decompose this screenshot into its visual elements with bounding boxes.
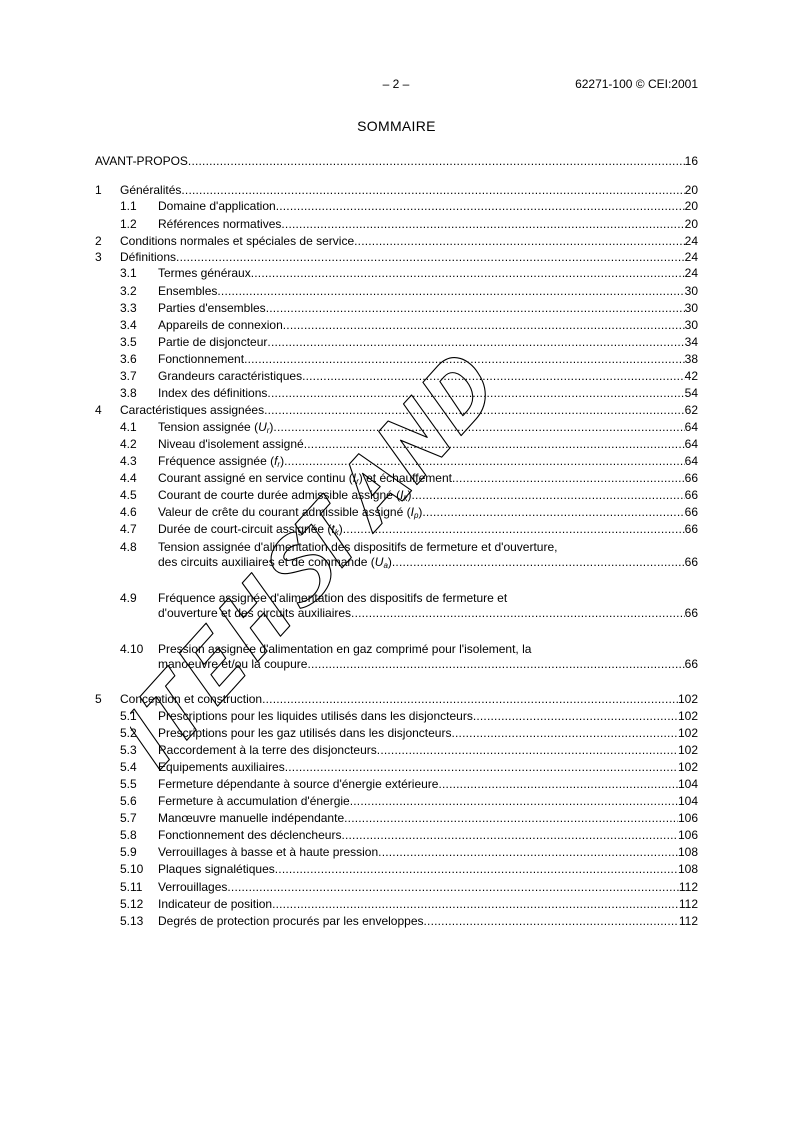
toc-entry-title-text: des circuits auxiliaires et de commande ( <box>158 555 375 570</box>
toc-entry-page: 66 <box>684 505 698 520</box>
toc-entry-page: 30 <box>684 317 698 332</box>
toc-entry <box>95 487 698 504</box>
dot-leader <box>392 555 685 574</box>
dot-leader <box>354 233 685 249</box>
toc-entry-title-text: Durée de court-circuit assignée ( <box>158 522 332 537</box>
toc-entry-title <box>158 436 304 453</box>
symbol-subscript: r <box>266 425 270 435</box>
toc-entry <box>95 453 698 470</box>
toc-entry <box>95 402 698 418</box>
toc-entry-title-text: Termes généraux <box>158 266 251 281</box>
toc-entry-title-text: Conditions normales et spéciales de service <box>120 233 355 248</box>
toc-entry <box>95 504 698 521</box>
toc-entry-title-text: Verrouillages à basse et à haute pression <box>158 845 379 860</box>
toc-entry-title-text: manoeuvre et/ou la coupure <box>158 657 308 672</box>
toc-entry-number: 2 <box>95 233 102 248</box>
toc-entry-title-text: Partie de disjoncteur <box>158 334 268 349</box>
symbol: U <box>374 555 384 570</box>
toc-entry-number: 5.1 <box>120 708 137 723</box>
toc-entry-page: 20 <box>684 199 698 214</box>
toc-entry-number: 4.7 <box>120 522 137 537</box>
toc-entry-number: 5 <box>95 692 102 707</box>
toc-entry-page: 34 <box>684 334 698 349</box>
toc-entry <box>95 436 698 453</box>
toc-entry-title <box>158 368 302 385</box>
toc-entry-page: 112 <box>678 879 698 894</box>
toc-entry-page: 108 <box>677 862 698 877</box>
toc-entry-title-text: Domaine d'application <box>158 199 276 214</box>
toc-entry <box>95 385 698 402</box>
toc-entry <box>95 896 698 913</box>
toc-entry <box>95 708 698 725</box>
page-header <box>0 77 793 93</box>
toc-entry-title-text: Indicateur de position <box>158 896 273 911</box>
toc-entry-number: 3.5 <box>120 334 137 349</box>
toc-entry-title-suffix: ) <box>418 505 423 520</box>
toc-entry-number: 4 <box>95 403 102 418</box>
toc-entry-title-text: Degrés de protection procurés par les enveloppes <box>158 913 424 928</box>
dot-leader <box>264 402 685 418</box>
dot-leader <box>424 913 679 930</box>
dot-leader <box>275 861 678 878</box>
toc-entry-title-text: Conception et construction <box>120 692 263 707</box>
toc-entry-title-text: Fonctionnement <box>158 351 245 366</box>
toc-entry-title <box>158 198 276 215</box>
toc-entry-number: 3.4 <box>120 317 137 332</box>
toc-entry-number: 5.6 <box>120 794 137 809</box>
dot-leader <box>227 879 678 896</box>
toc-entry-number: 4.5 <box>120 487 137 502</box>
toc-entry-number: 1.2 <box>120 216 137 231</box>
toc-entry-page: 20 <box>684 183 698 198</box>
toc-entry-title <box>120 691 262 707</box>
toc-entry-page: 24 <box>684 266 698 281</box>
toc-entry <box>95 759 698 776</box>
toc-entry-page: 24 <box>684 250 698 265</box>
dot-leader <box>272 896 679 913</box>
dot-leader <box>262 691 678 707</box>
toc-entry-page: 106 <box>677 811 698 826</box>
toc-entry-title <box>158 657 307 672</box>
toc-entry-number: 3.6 <box>120 351 137 366</box>
toc-entry-title-suffix: ) et échauffement <box>358 470 452 485</box>
toc-entry-title <box>158 861 275 878</box>
toc-entry <box>95 538 698 589</box>
toc-entry-title <box>158 265 251 282</box>
toc-entry-number: 4.1 <box>120 419 137 434</box>
toc-entry-number: 5.8 <box>120 828 137 843</box>
toc-entry-number: 1.1 <box>120 199 137 214</box>
toc-entry-number: 4.4 <box>120 470 137 485</box>
toc-entry-page: 66 <box>684 657 698 672</box>
toc-entry-title-suffix: ) <box>407 487 412 502</box>
dot-leader <box>217 283 684 300</box>
toc-entry-title-suffix: ) <box>269 419 274 434</box>
toc-entry-page: 66 <box>684 555 698 570</box>
toc-entry <box>95 844 698 861</box>
toc-entry-page: 104 <box>677 794 698 809</box>
symbol-subscript: r <box>356 476 359 486</box>
toc-entry-number: 3.3 <box>120 300 137 315</box>
toc-entry-title <box>158 793 350 810</box>
toc-entry <box>95 317 698 334</box>
toc-entry <box>95 265 698 282</box>
toc-entry-page: 106 <box>677 828 698 843</box>
dot-leader <box>377 742 678 759</box>
toc-entry-title <box>158 351 244 368</box>
toc-entry <box>95 182 698 198</box>
toc-entry-title-text: Fréquence assignée ( <box>158 453 275 468</box>
toc-entry <box>95 198 698 215</box>
toc-entry-title <box>158 725 451 742</box>
toc-entry <box>95 233 698 249</box>
toc-entry-page: 66 <box>684 522 698 537</box>
toc-entry-title-text: Verrouillages <box>158 879 228 894</box>
toc-entry-title <box>158 334 267 351</box>
toc-entry-number: 5.2 <box>120 725 137 740</box>
dot-leader <box>344 810 678 827</box>
toc-entry-title-text: Valeur de crête du courant admissible assigné ( <box>158 505 411 520</box>
toc-entry-page: 108 <box>677 845 698 860</box>
dot-leader <box>351 606 685 621</box>
toc-entry-title-text: Plaques signalétiques <box>158 862 275 877</box>
toc-entry-title <box>158 810 344 827</box>
toc-entry-title-text: Raccordement à la terre des disjoncteurs <box>158 742 377 757</box>
page-title: SOMMAIRE <box>357 118 436 134</box>
dot-leader <box>473 708 678 725</box>
toc-entry-title <box>158 385 267 402</box>
dot-leader <box>267 385 684 402</box>
toc-entry-number: 5.12 <box>120 896 144 911</box>
toc-entry-number: 3.2 <box>120 283 137 298</box>
document-reference: 62271-100 © CEI:2001 <box>575 77 698 91</box>
dot-leader <box>244 351 685 368</box>
toc-entry-number: 5.9 <box>120 845 137 860</box>
toc-entry-title-text: Généralités <box>120 183 182 198</box>
toc-entry-number: 4.8 <box>120 540 137 555</box>
toc-entry <box>95 470 698 487</box>
toc-entry-page: 102 <box>677 708 698 723</box>
toc-entry-title <box>158 844 378 861</box>
dot-leader <box>283 317 685 334</box>
toc-entry <box>95 861 698 878</box>
toc-entry <box>95 793 698 810</box>
toc-entry-page: 20 <box>684 216 698 231</box>
toc-entry-number: 3 <box>95 250 102 265</box>
toc-entry-number: 4.2 <box>120 436 137 451</box>
toc-entry-page: 62 <box>684 403 698 418</box>
toc-entry-title-line1: Tension assignée d'alimentation des dispositifs de fermeture et d'ouverture, <box>158 540 558 555</box>
symbol-subscript: k <box>334 528 339 538</box>
toc-entry-number: 3.8 <box>120 386 137 401</box>
toc-entry-title-text: Index des définitions <box>158 386 268 401</box>
toc-entry-page: 102 <box>677 692 698 707</box>
toc-entry-page: 42 <box>684 369 698 384</box>
toc-entry <box>95 300 698 317</box>
toc-entry-number: 3.1 <box>120 266 137 281</box>
dot-leader <box>350 793 678 810</box>
dot-leader <box>188 153 685 170</box>
dot-leader <box>451 725 677 742</box>
toc-entry <box>95 913 698 930</box>
toc-entry-title <box>158 216 281 233</box>
toc-entry-title-text: Grandeurs caractéristiques <box>158 369 303 384</box>
toc-entry-number: 4.6 <box>120 505 137 520</box>
toc-entry-number: 5.4 <box>120 759 137 774</box>
toc-entry-title-text: Fermeture dépendante à source d'énergie extérieure <box>158 777 439 792</box>
toc-entry <box>95 216 698 233</box>
toc-entry-page: 30 <box>684 283 698 298</box>
toc-entry-number: 1 <box>95 183 102 198</box>
toc-entry-title <box>120 402 264 418</box>
toc-entry <box>95 691 698 707</box>
toc-entry-title-text: Courant assigné en service continu ( <box>158 470 353 485</box>
toc-entry <box>95 742 698 759</box>
toc-entry-title-text: Prescriptions pour les gaz utilisés dans les disjoncteurs <box>158 725 452 740</box>
toc-entry-title-suffix: ) <box>280 453 285 468</box>
toc-entry-title <box>120 233 354 249</box>
symbol-subscript: r <box>277 459 281 469</box>
toc-entry-title-text: Caractéristiques assignées <box>120 403 265 418</box>
dot-leader <box>341 827 678 844</box>
toc-entry <box>95 879 698 896</box>
toc-entry <box>95 589 698 640</box>
toc-entry-title-text: AVANT-PROPOS <box>95 154 188 168</box>
toc-entry-number: 4.9 <box>120 591 137 606</box>
toc-entry-title-text: Références normatives <box>158 216 282 231</box>
toc-entry-title <box>158 827 341 844</box>
dot-leader <box>267 334 684 351</box>
toc-entry-title-suffix: ) <box>387 555 392 570</box>
dot-leader <box>276 198 685 215</box>
toc-entry-title <box>158 776 438 793</box>
toc-entry <box>95 640 698 691</box>
toc-entry-title-text: Parties d'ensembles <box>158 300 266 315</box>
toc-entry-number: 4.10 <box>120 642 144 657</box>
toc-entry-title-text: Prescriptions pour les liquides utilisés dans les disjoncteurs <box>158 708 473 723</box>
toc-entry-title <box>158 759 285 776</box>
toc-entry <box>95 810 698 827</box>
symbol: I <box>400 487 404 502</box>
toc-entry-page: 66 <box>684 606 698 621</box>
toc-entry-title <box>120 182 181 198</box>
toc-entry-page: 66 <box>684 487 698 502</box>
toc-entry <box>95 368 698 385</box>
symbol-subscript: k <box>403 493 408 503</box>
toc-entry-title <box>158 283 217 300</box>
toc-entry-page: 112 <box>678 913 698 928</box>
toc-entry-title-text: Fonctionnement des déclencheurs <box>158 828 342 843</box>
toc-entry-title-line1: Fréquence assignée d'alimentation des dispositifs de fermeture et <box>158 591 508 606</box>
page-number: – 2 – <box>382 77 410 91</box>
toc-entry-page: 64 <box>684 453 698 468</box>
toc-entry-title-text: d'ouverture et des circuits auxiliaires <box>158 606 352 621</box>
toc-entry <box>95 153 698 170</box>
toc-entry-page: 30 <box>684 300 698 315</box>
toc-entry-title <box>158 708 473 725</box>
toc-entry <box>95 334 698 351</box>
dot-leader <box>251 265 685 282</box>
symbol: U <box>258 419 267 434</box>
toc-entry-title <box>120 249 176 265</box>
toc-entry-page: 102 <box>677 742 698 757</box>
toc-entry-page: 64 <box>684 436 698 451</box>
dot-leader <box>181 182 684 198</box>
dot-leader <box>307 657 684 672</box>
toc-entry-page: 66 <box>684 470 698 485</box>
dot-leader <box>176 249 685 265</box>
toc-entry-title-suffix: ) <box>338 522 343 537</box>
toc-entry-page: 54 <box>684 386 698 401</box>
toc-entry-number: 3.7 <box>120 369 137 384</box>
dot-leader <box>378 844 678 861</box>
toc-entry-title <box>158 913 424 930</box>
toc-entry-number: 5.10 <box>120 862 144 877</box>
toc-entry <box>95 283 698 300</box>
dot-leader <box>304 436 685 453</box>
toc-entry-number: 5.13 <box>120 913 144 928</box>
toc-entry-page: 38 <box>684 351 698 366</box>
dot-leader <box>302 368 685 385</box>
toc-entry-page: 102 <box>677 759 698 774</box>
toc-entry-title <box>95 153 188 170</box>
toc-entry-title-text: Equipements auxiliaires <box>158 759 285 774</box>
toc-entry-title-text: Fermeture à accumulation d'énergie <box>158 794 350 809</box>
table-of-contents <box>95 153 698 930</box>
dot-leader <box>438 776 678 793</box>
toc-entry <box>95 776 698 793</box>
symbol-subscript: a <box>383 561 388 571</box>
toc-entry-title <box>158 555 392 574</box>
toc-entry <box>95 827 698 844</box>
toc-entry-page: 16 <box>684 154 698 168</box>
toc-entry-title <box>158 606 351 621</box>
toc-entry-page: 64 <box>684 419 698 434</box>
toc-entry-number: 5.11 <box>120 879 143 894</box>
dot-leader <box>266 300 685 317</box>
toc-entry-number: 5.7 <box>120 811 137 826</box>
toc-entry-title-text: Niveau d'isolement assigné <box>158 436 304 451</box>
toc-entry-title-text: Manœuvre manuelle indépendante <box>158 811 345 826</box>
toc-entry-page: 24 <box>684 233 698 248</box>
dot-leader <box>281 216 684 233</box>
toc-entry-title <box>158 896 272 913</box>
toc-entry-title <box>158 742 377 759</box>
symbol: t <box>331 522 335 537</box>
toc-entry-title-text: Ensembles <box>158 283 218 298</box>
toc-entry-title <box>158 300 266 317</box>
toc-entry-number: 5.3 <box>120 742 137 757</box>
toc-entry-title-text: Courant de courte durée admissible assigné ( <box>158 487 401 502</box>
toc-entry-title-text: Définitions <box>120 250 177 265</box>
toc-entry-title <box>158 317 283 334</box>
symbol: f <box>274 453 278 468</box>
toc-entry-page: 102 <box>677 725 698 740</box>
toc-entry <box>95 351 698 368</box>
dot-leader <box>285 759 678 776</box>
toc-entry <box>95 725 698 742</box>
toc-entry-page: 112 <box>678 896 698 911</box>
toc-entry <box>95 249 698 265</box>
toc-entry-title <box>158 879 227 896</box>
symbol-subscript: p <box>413 511 419 521</box>
toc-entry-title-line1: Pression assignée d'alimentation en gaz comprimé pour l'isolement, la <box>158 642 532 657</box>
toc-entry-title-text: Appareils de connexion <box>158 317 283 332</box>
toc-entry-title-text: Tension assignée ( <box>158 419 259 434</box>
symbol: I <box>352 470 357 485</box>
toc-entry-page: 104 <box>677 777 698 792</box>
toc-entry <box>95 419 698 436</box>
symbol: I <box>410 505 414 520</box>
toc-entry-number: 5.5 <box>120 777 137 792</box>
toc-entry-number: 4.3 <box>120 453 137 468</box>
toc-entry <box>95 521 698 538</box>
